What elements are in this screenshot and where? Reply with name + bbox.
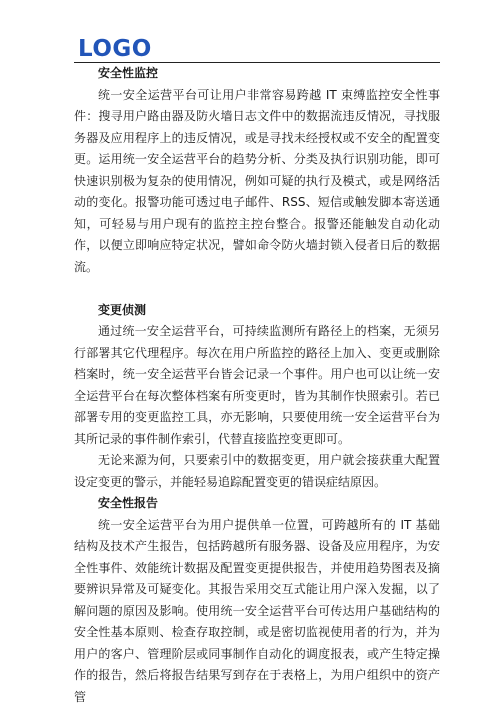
paragraph: 统一安全运营平台可让用户非常容易跨越 IT 束缚监控安全性事件：搜寻用户路由器及防火墙日志文件中的数据流违反情况，寻找服务器及应用程序上的违反情况，或是寻找未经授权或不安全的配置变更。运用统一安全运营平台的趋势分析、分类及执行识别功能，即可快速识别极为复杂的使用情况，例如可疑的执行及模式，或是网络活动的变化。报警功能可透过电子邮件、RSS、短信或触发脚本寄送通知，可轻易与用户现有的监控主控台整合。报警还能触发自动化动作，以便立即响应特定状况，譬如命令防火墙封锁入侵者日后的数据流。 [74,85,440,279]
document-body [74,63,440,708]
company-logo: LOGO [78,36,152,62]
section-heading-security-reports: 安全性报告 [74,493,440,515]
section-heading-security-monitoring: 安全性监控 [74,63,440,85]
spacer [74,278,440,300]
section-heading-change-detection: 变更侦测 [74,300,440,322]
paragraph: 统一安全运营平台为用户提供单一位置，可跨越所有的 IT 基础结构及技术产生报告，包括跨越所有服务器、设备及应用程序，为安全性事件、效能统计数据及配置变更提供报告，并使用趋势图表及摘要辨识异常及可疑变化。其报告采用交互式能让用户深入发掘，以了解问题的原因及影响。使用统一安全运营平台可传达用户基础结构的安全性基本原则、检查存取控制，或是密切监视使用者的行为，并为用户的客户、管理阶层或同事制作自动化的调度报表，或产生特定操作的报告，然后将报告结果写到存在于表格上，为用户组织中的资产管 [74,515,440,708]
paragraph: 通过统一安全运营平台，可持续监测所有路径上的档案，无须另行部署其它代理程序。每次在用户所监控的路径上加入、变更或删除档案时，统一安全运营平台皆会记录一个事件。用户也可以让统一安全运营平台在每次整体档案有所变更时，皆为其制作快照索引。若已部署专用的变更监控工具，亦无影响，只要使用统一安全运营平台为其所记录的事件制作索引，代替直接监控变更即可。 [74,321,440,450]
paragraph: 无论来源为何，只要索引中的数据变更，用户就会接获重大配置设定变更的警示，并能轻易追踪配置变更的错误症结原因。 [74,450,440,493]
